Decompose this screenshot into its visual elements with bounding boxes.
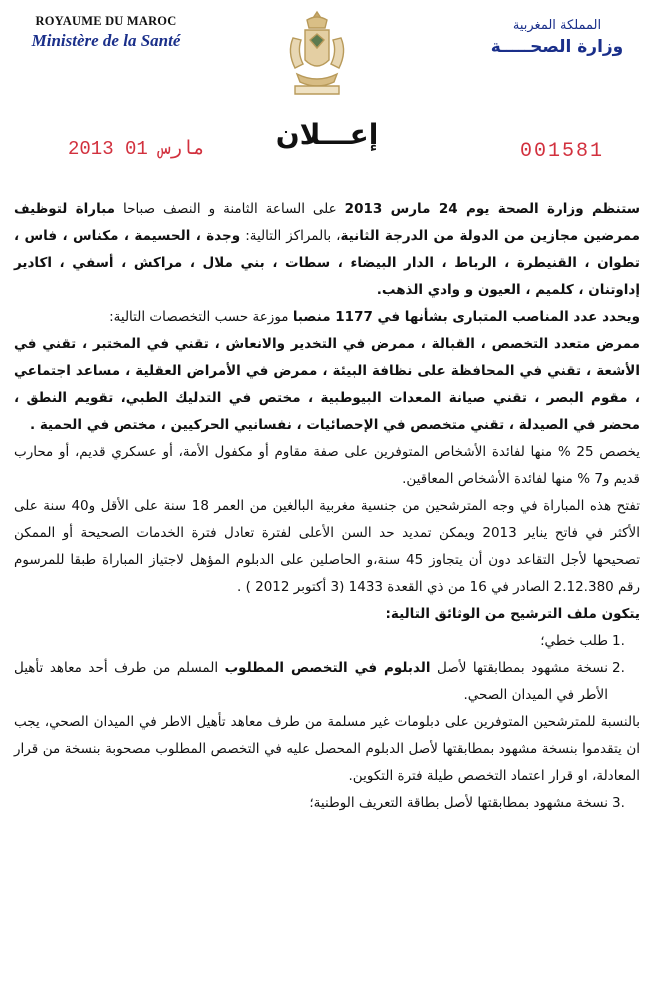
item-text-bold: الدبلوم في التخصص المطلوب	[224, 660, 431, 676]
documents-list	[14, 628, 640, 817]
announcement-title: إعـــلان	[275, 118, 379, 151]
item-text-part: نسخة مشهود بمطابقتها لأصل	[430, 660, 608, 676]
kingdom-label-fr: ROYAUME DU MAROC	[35, 14, 177, 28]
reference-number-stamp: 001581	[520, 140, 605, 163]
eligibility-paragraph: تفتح هذه المباراة في وجه المترشحين من جنسية مغربية البالغين من العمر 18 سنة على الأقل و40 سنة على الأكثر في فاتح يناير 2013 ويمكن تمديد حد السن الأعلى لفترة تعادل فترة الخدمات الصحيحة أو الممكن تصحيحها لأجل التقاعد دون أن يتجاوز 45 سنة،و الحاصلين على الدبلوم المؤهل لاجتياز المباراة طبقا للمرسوم رقم 2.12.380 الصادر في 16 من ذي القعدة 1433 (3 أكتوبر 2012 ) .	[14, 498, 641, 595]
positions-paragraph	[14, 304, 640, 331]
quota-paragraph: يخصص 25 % منها لفائدة الأشخاص المتوفرين على صفة مقاوم أو مكفول الأمة، أو عسكري قديم، أو محارب قديم و7 % منها لفائدة الأشخاص المعاقين.	[14, 444, 640, 487]
exam-subject: مباراة لتوظيف ممرضين مجازين من الدولة من الدرجة الثانية	[14, 201, 641, 244]
item-text-part: المسلم من طرف أحد معاهد تأهيل الأطر في الميدان الصحي.	[14, 660, 608, 703]
ministry-label-ar: وزارة الصحـــــة	[490, 37, 624, 57]
docs-heading-text: يتكون ملف الترشيح من الوثائق التالية:	[385, 606, 640, 622]
item-text: طلب خطي؛	[540, 633, 608, 649]
french-header	[6, 14, 206, 51]
date-stamp: 2013 مارس 01	[68, 138, 205, 160]
exam-time: على الساعة الثامنة و النصف صباحا	[115, 201, 345, 217]
item-text: نسخة مشهود بمطابقتها لأصل بطاقة التعريف الوطنية؛	[309, 795, 608, 811]
positions-count: ويحدد عدد المناصب المتبارى بشأنها في 1177 منصبا	[292, 309, 640, 325]
item-text	[14, 655, 608, 709]
specialties-text: ممرض متعدد التخصص ، القبالة ، ممرض في التخدير والانعاش ، تقني في المختبر ، تقني في الأشعة ، تقني في المحافظة على نظافة البيئة ، ممرض في الأمراض العقلية ، مساعد اجتماعي ، مقوم البصر ، تقني صيانة المعدات البيوطبية ، مختص في التدليك الطبي، تقويم النطق ، محضر في الصيدلة ، تقني متخصص في الإحصائيات ، نفسانيي الحركيين ، مختص في الحمية .	[14, 336, 640, 433]
intro-paragraph	[14, 196, 640, 304]
specialties-list	[14, 331, 640, 439]
list-item	[14, 655, 640, 709]
exam-centers: وجدة ، الحسيمة ، مكناس ، فاس ، تطوان ، القنيطرة ، الرباط ، الدار البيضاء ، سطات ، بني ملال ، مراكش ، أسفي ، اكادير إداوتنان ، كلميم ، العيون و وادي الذهب.	[14, 228, 640, 298]
kingdom-label-ar: المملكة المغربية	[512, 18, 602, 33]
exam-date: ستنظم وزارة الصحة يوم 24 مارس 2013	[344, 201, 640, 217]
ministry-label-fr: Ministère de la Santé	[31, 31, 181, 50]
item-number: 1.	[612, 633, 625, 649]
list-item	[14, 628, 640, 655]
item-number: 2.	[612, 660, 625, 676]
arabic-header	[482, 18, 632, 57]
item-number: 3.	[612, 795, 625, 811]
royal-coat-of-arms-icon	[279, 8, 355, 104]
positions-distribution: موزعة حسب التخصصات التالية:	[109, 309, 293, 325]
docs-heading	[14, 601, 640, 628]
diploma-note: بالنسبة للمترشحين المتوفرين على دبلومات غير مسلمة من طرف معاهد تأهيل الاطر في الميدان الصحي، يجب ان يتقدموا بنسخة مشهود بمطابقتها لأصل الدبلوم المحصل عليه في التخصص المطلوب مصحوبة بنسخة من قرار المعادلة، او قرار اعتماد التخصص طيلة فترة التكوين.	[14, 714, 640, 784]
list-item	[14, 790, 640, 817]
announcement-body	[14, 196, 640, 817]
centers-intro: ، بالمراكز التالية:	[240, 228, 341, 244]
